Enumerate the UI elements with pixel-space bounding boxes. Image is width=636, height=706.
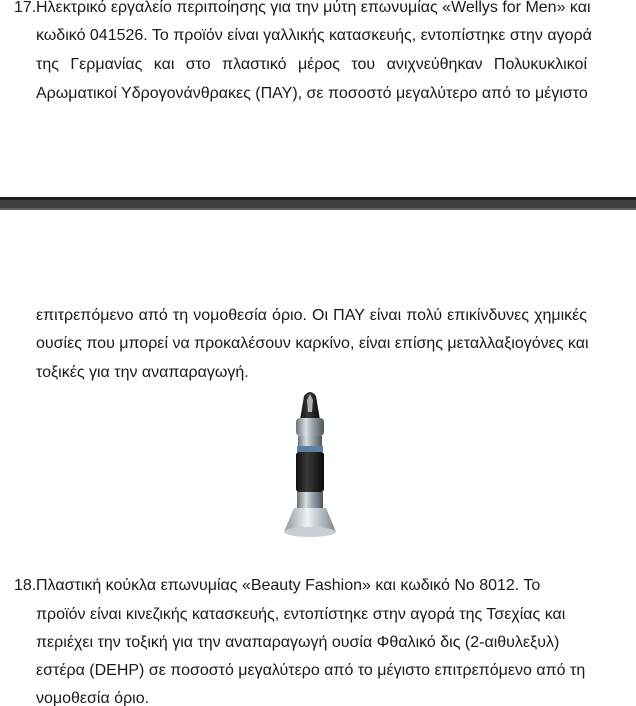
item-18-line-1: Πλαστική κούκλα επωνυμίας «Beauty Fashion» και κωδικό Νο 8012. Το [36,577,541,594]
page-separator [0,197,636,210]
item-17-line-3: της Γερμανίας και στο πλαστικό μέρος του ανιχνεύθηκαν Πολυκυκλικοί [36,56,587,73]
item-18-line-4: εστέρα (DEHP) σε ποσοστό μεγαλύτερο από το μέγιστο επιτρεπόμενο από τη [36,662,586,679]
item-18-line-2: προϊόν είναι κινεζικής κατασκευής, εντοπίστηκε στην αγορά της Τσεχίας και [36,606,566,623]
item-17-number: 17. [14,0,37,16]
item-17-line-1: Ηλεκτρικό εργαλείο περιποίησης για την μύτη επωνυμίας «Wellys for Men» και [36,0,591,16]
item-18-line-5: νομοθεσία όριο. [36,690,150,706]
page-top [0,0,636,197]
item-18-line-3: περιέχει την τοξική για την αναπαραγωγή ουσία Φθαλικό δις (2-αιθυλεξυλ) [36,634,560,651]
item-17-line-5: επιτρεπόμενο από τη νομοθεσία όριο. Οι ΠΑΥ είναι πολύ επικίνδυνες χημικές [36,307,587,324]
item-17-line-2: κωδικό 041526. Το προϊόν είναι γαλλικής κατασκευής, εντοπίστηκε στην αγορά [36,27,592,44]
item-17-line-4: Αρωματικοί Υδρογονάνθρακες (ΠΑΥ), σε ποσοστό μεγαλύτερο από το μέγιστο [36,85,588,102]
nose-trimmer-image [270,390,350,540]
item-17-line-7: τοξικές για την αναπαραγωγή. [36,364,249,381]
item-17-line-6: ουσίες που μπορεί να προκαλέσουν καρκίνο, είναι επίσης μεταλλαξιογόνες και [36,335,589,352]
item-18-number: 18. [14,577,37,594]
